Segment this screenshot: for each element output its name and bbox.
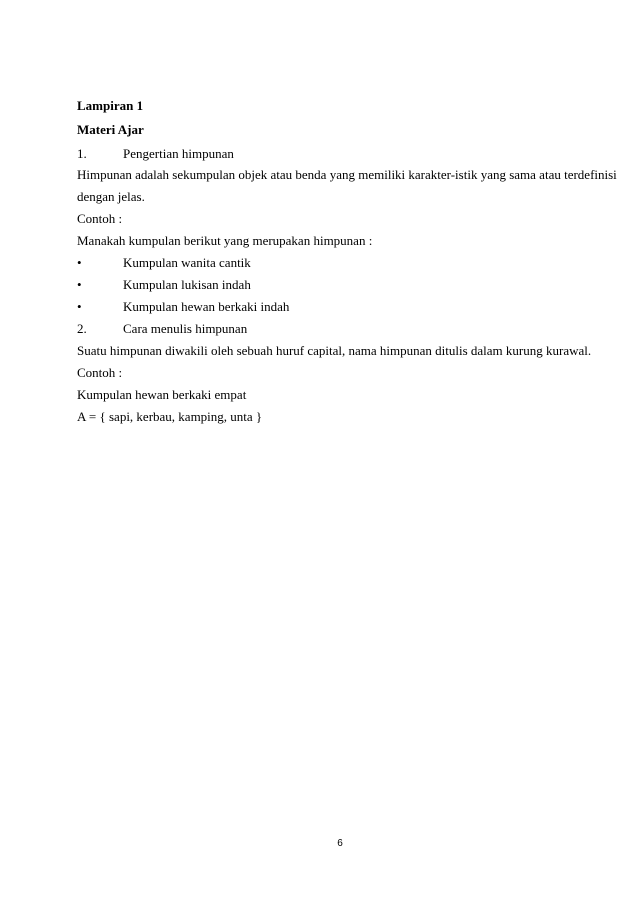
definition-line-1: Himpunan adalah sekumpulan objek atau benda yang memiliki karakter-istik yang sama atau terdefinisi xyxy=(77,167,617,182)
page-number: 6 xyxy=(337,838,343,849)
example-title: Kumpulan hewan berkaki empat xyxy=(77,387,247,402)
section-1-heading xyxy=(77,146,234,162)
list-item xyxy=(77,277,251,293)
list-item xyxy=(77,299,289,315)
question-text: Manakah kumpulan berikut yang merupakan himpunan : xyxy=(77,233,373,248)
section-1-title: Pengertian himpunan xyxy=(123,146,234,161)
example-label-1: Contoh : xyxy=(77,211,123,226)
list-item-text: Kumpulan wanita cantik xyxy=(123,255,251,270)
section-1-number: 1. xyxy=(77,146,87,161)
definition-line-2: dengan jelas. xyxy=(77,189,145,204)
material-heading: Materi Ajar xyxy=(77,122,144,137)
example-label-2: Contoh : xyxy=(77,365,123,380)
bullet-icon: • xyxy=(77,299,82,314)
bullet-icon: • xyxy=(77,277,82,292)
example-set: A = { sapi, kerbau, kamping, unta } xyxy=(77,409,263,424)
section-2-number: 2. xyxy=(77,321,87,336)
list-item xyxy=(77,255,251,271)
bullet-icon: • xyxy=(77,255,82,270)
rule-text: Suatu himpunan diwakili oleh sebuah huruf capital, nama himpunan ditulis dalam kurung kurawal. xyxy=(77,343,592,358)
section-2-heading xyxy=(77,321,247,337)
section-2-title: Cara menulis himpunan xyxy=(123,321,248,336)
list-item-text: Kumpulan hewan berkaki indah xyxy=(123,299,290,314)
list-item-text: Kumpulan lukisan indah xyxy=(123,277,251,292)
appendix-heading: Lampiran 1 xyxy=(77,98,144,113)
